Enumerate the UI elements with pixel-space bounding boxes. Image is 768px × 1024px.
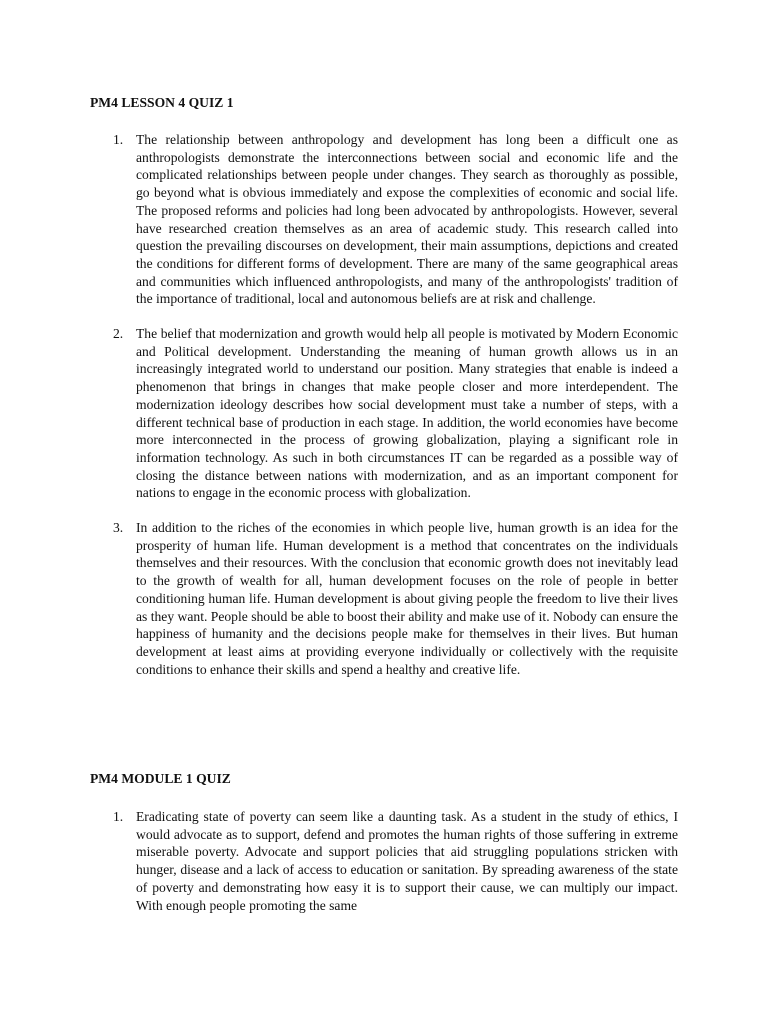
question-item-1 — [0, 808, 768, 914]
question-item-2 — [0, 325, 768, 502]
question-number: 2. — [113, 326, 124, 342]
question-item-3 — [0, 519, 768, 678]
section-title-module-1-quiz: PM4 MODULE 1 QUIZ — [90, 771, 231, 786]
question-list-lesson-4-quiz-1 — [0, 131, 768, 695]
question-answer-text: The belief that modernization and growth would help all people is motivated by Modern Economic and Political development. Understanding the meaning of human growth allows us in an increasingly integrated world to understand our position. Many strategies that enable is indeed a phenomenon that brings in changes that make people closer and more interdependent. The modernization ideology describes how social development must take a number of steps, with a different technical base of production in each stage. In addition, the world economies have become more interconnected in the process of growing globalization, playing a significant role in information technology. As such in both circumstances IT can be regarded as a possible way of closing the distance between nations with modernization, and as an important component for nations to engage in the economic process with globalization. — [136, 326, 678, 501]
question-answer-text: The relationship between anthropology and development has long been a difficult one as anthropologists demonstrate the interconnections between social and economic life and the complicated relationships between people under changes. They search as thoroughly as possible, go beyond what is obvious immediately and expose the complexities of economic and social life. The proposed reforms and policies had long been advocated by anthropologists. However, several have researched creation themselves as an area of academic study. This research called into question the prevailing discourses on development, their main assumptions, depictions and created the conditions for different forms of development. There are many of the same geographical areas and communities which influenced anthropologists, and many of the anthropologists' tradition of the importance of traditional, local and autonomous beliefs are at risk and challenge. — [136, 132, 678, 307]
question-number: 1. — [113, 809, 124, 824]
question-item-1 — [0, 131, 768, 308]
question-number: 1. — [113, 132, 124, 147]
question-answer-text: In addition to the riches of the economies in which people live, human growth is an idea for the prosperity of human life. Human development is a method that concentrates on the individuals themselves and their resources. With the conclusion that economic growth does not inevitably lead to the growth of wealth for all, human development focuses on the role of people in better conditioning human life. Human development is about giving people the freedom to live their lives as they want. People should be able to boost their ability and make use of it. Nobody can ensure the happiness of humanity and the decisions people make for themselves in their lives. But human development at least aims at providing everyone individually or collectively with the requisite conditions to enhance their skills and spend a healthy and creative life. — [136, 520, 678, 677]
question-number: 3. — [113, 520, 124, 536]
section-title-lesson-4-quiz-1: PM4 LESSON 4 QUIZ 1 — [90, 95, 234, 110]
question-answer-text: Eradicating state of poverty can seem like a daunting task. As a student in the study of ethics, I would advocate as to support, defend and promotes the human rights of those suffering in extreme miserable poverty. Advocate and support policies that aid struggling populations stricken with hunger, disease and a lack of access to education or sanitation. By spreading awareness of the state of poverty and demonstrating how easy it is to support their cause, we can multiply our impact. With enough people promoting the same — [136, 809, 678, 913]
question-list-module-1-quiz — [0, 808, 768, 931]
